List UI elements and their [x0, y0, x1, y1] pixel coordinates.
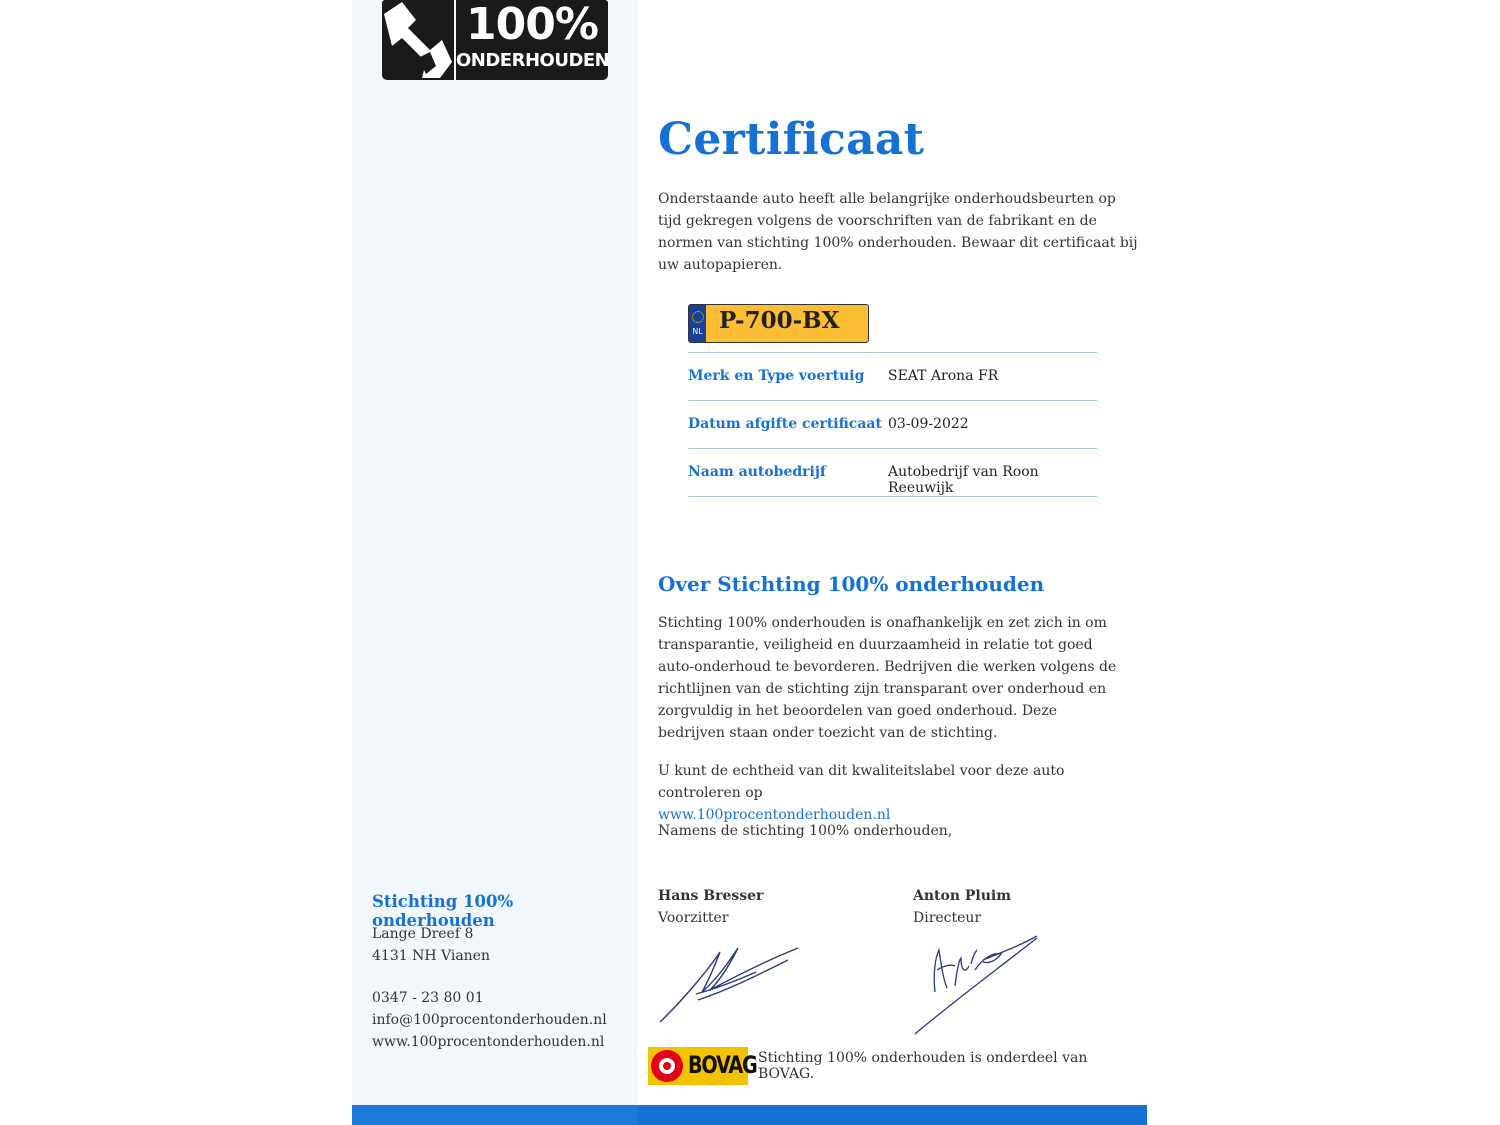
- bovag-note: Stichting 100% onderhouden is onderdeel van BOVAG.: [758, 1050, 1088, 1082]
- eu-stars-icon: [692, 311, 704, 323]
- plate-country: NL: [692, 327, 703, 336]
- vehicle-info-table: [688, 352, 1097, 497]
- bovag-wordmark: BOVAG: [688, 1051, 757, 1079]
- verify-text: U kunt de echtheid van dit kwaliteitslabel voor deze auto controleren op: [658, 763, 1065, 801]
- page-title: Certificaat: [658, 114, 925, 165]
- row-label: Datum afgifte certificaat: [688, 416, 882, 432]
- row-label: Merk en Type voertuig: [688, 368, 865, 384]
- signature-anton-pluim: [913, 930, 1043, 1038]
- sidebar-phone: 0347 - 23 80 01: [372, 990, 484, 1006]
- plate-number: P-700-BX: [719, 307, 840, 334]
- license-plate: [688, 304, 869, 343]
- signatory-role: Directeur: [913, 910, 982, 926]
- sidebar-email[interactable]: info@100procentonderhouden.nl: [372, 1012, 607, 1028]
- sidebar-website[interactable]: www.100procentonderhouden.nl: [372, 1034, 605, 1050]
- row-value: SEAT Arona FR: [888, 368, 999, 384]
- footer-bar: [352, 1105, 1147, 1125]
- table-row: [688, 448, 1097, 497]
- intro-text: Onderstaande auto heeft alle belangrijke onderhoudsbeurten op tijd gekregen volgens de voorschriften van de fabrikant en de normen van stichting 100% onderhouden. Bewaar dit certificaat bij uw autopapieren.: [658, 191, 1138, 273]
- verify-paragraph: [658, 760, 1128, 826]
- sidebar-org-name: Stichting 100% onderhouden: [372, 892, 514, 930]
- wrench-icon: [382, 0, 454, 80]
- about-title: Over Stichting 100% onderhouden: [658, 572, 1045, 596]
- closing-text: Namens de stichting 100% onderhouden,: [658, 823, 953, 839]
- logo-text-box: [456, 0, 608, 80]
- signatory-name: Hans Bresser: [658, 888, 764, 904]
- certificate-page: [352, 0, 1147, 1125]
- bovag-logo: [648, 1047, 757, 1085]
- row-value: Autobedrijf van Roon Reeuwijk: [888, 464, 1039, 496]
- signature-hans-bresser: [658, 930, 803, 1025]
- signatory-name: Anton Pluim: [913, 888, 1012, 904]
- about-paragraph: Stichting 100% onderhouden is onafhankelijk en zet zich in om transparantie, veiligheid en duurzaamheid in relatie tot goed auto-onderhoud te bevorderen. Bedrijven die werken volgens de richtlijnen van de stichting zijn transparant over onderhoud en zorgvuldig in het beoordelen van goed onderhoud. Deze bedrijven staan onder toezicht van de stichting.: [658, 615, 1117, 741]
- logo-percent: 100%: [466, 0, 598, 42]
- row-value: 03-09-2022: [888, 416, 969, 432]
- row-label: Naam autobedrijf: [688, 464, 826, 480]
- eu-flag-icon: [689, 305, 706, 342]
- signatory-role: Voorzitter: [658, 910, 729, 926]
- bovag-emblem-icon: [651, 1050, 683, 1082]
- logo-100-procent-onderhouden: [382, 0, 609, 81]
- sidebar: [352, 0, 638, 1105]
- sidebar-street: Lange Dreef 8: [372, 926, 474, 942]
- logo-word: ONDERHOUDEN: [456, 50, 610, 71]
- table-row: [688, 400, 1097, 448]
- table-row: [688, 352, 1097, 400]
- sidebar-city: 4131 NH Vianen: [372, 948, 490, 964]
- verify-link[interactable]: www.100procentonderhouden.nl: [658, 807, 891, 823]
